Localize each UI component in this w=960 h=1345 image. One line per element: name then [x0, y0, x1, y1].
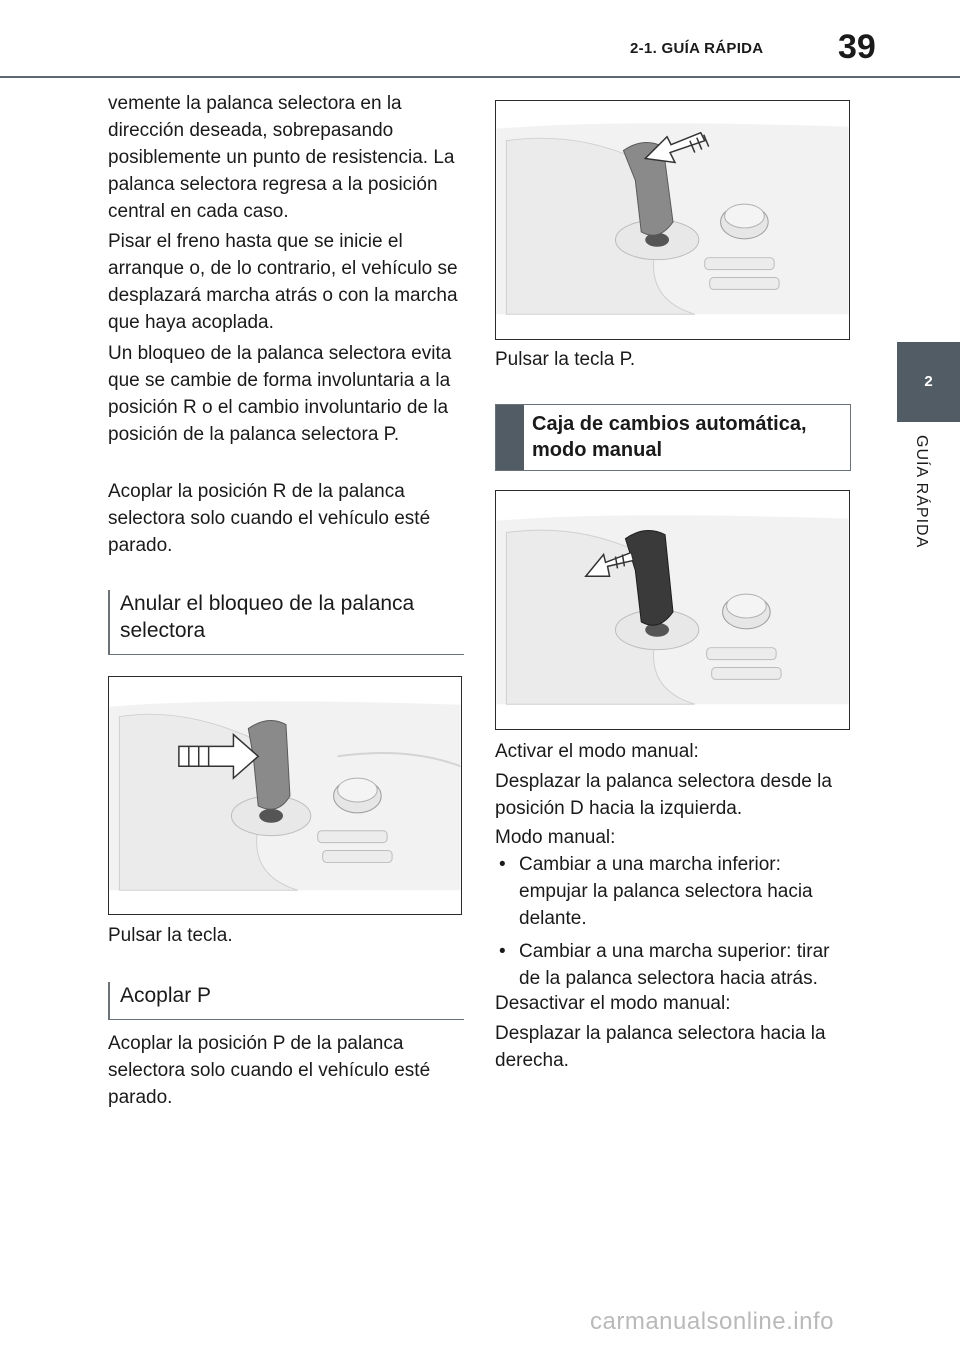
chapter-tab: 2	[897, 342, 960, 422]
caption-press-p: Pulsar la tecla P.	[495, 349, 636, 370]
bullet-upshift: • Cambiar a una marcha superior: tirar de la palanca selectora hacia atrás.	[495, 938, 850, 992]
heading-unlock-lever	[108, 590, 464, 655]
paragraph-lock: Un bloqueo de la palanca selectora evita que se cambie de forma involuntaria a la posición R o el cambio involuntario de la posición de la palanca selectora P.	[108, 343, 452, 445]
heading-accent-bar	[496, 405, 524, 470]
text-deactivate-manual: Desplazar la palanca selectora hacia la derecha.	[495, 1023, 826, 1071]
heading-unlock-lever-text: Anular el bloqueo de la palanca selectora	[120, 592, 415, 642]
running-header: 2-1. GUÍA RÁPIDA	[630, 40, 764, 57]
gear-lever-illustration	[496, 101, 849, 339]
gear-lever-illustration	[496, 491, 849, 729]
paragraph-engage-p: Acoplar la posición P de la palanca selectora solo cuando el vehículo esté parado.	[108, 1033, 431, 1108]
text-activate-manual: Desplazar la palanca selectora desde la posición D hacia la izquierda.	[495, 771, 832, 819]
header-divider	[0, 76, 960, 78]
gear-lever-illustration	[109, 677, 461, 914]
label-deactivate-manual: Desactivar el modo manual:	[495, 993, 731, 1014]
heading-engage-p-text: Acoplar P	[120, 984, 212, 1007]
caption-press-button: Pulsar la tecla.	[108, 925, 233, 946]
paragraph-engage-r: Acoplar la posición R de la palanca selectora solo cuando el vehículo esté parado.	[108, 481, 431, 556]
figure-unlock-button	[108, 676, 462, 915]
label-activate-manual: Activar el modo manual:	[495, 741, 699, 762]
heading-manual-mode-text: Caja de cambios automática, modo manual	[532, 413, 807, 461]
page-number: 39	[838, 28, 876, 66]
heading-manual-mode	[495, 404, 851, 471]
chapter-side-label: GUÍA RÁPIDA	[913, 435, 930, 549]
paragraph-lever-direction: vemente la palanca selectora en la dirección deseada, sobrepasando posiblemente un punto de resistencia. La palanca selectora regresa a la posición central en cada caso.	[108, 93, 455, 222]
paragraph-brake: Pisar el freno hasta que se inicie el arranque o, de lo contrario, el vehículo se desplazará marcha atrás o con la marcha que haya acoplada.	[108, 231, 458, 333]
heading-engage-p	[108, 982, 464, 1020]
manual-mode-bullets	[495, 851, 850, 998]
figure-manual-mode	[495, 490, 850, 730]
figure-p-button	[495, 100, 850, 340]
bullet-downshift: • Cambiar a una marcha inferior: empujar la palanca selectora hacia delante.	[495, 851, 850, 932]
label-manual-mode: Modo manual:	[495, 827, 616, 848]
watermark: carmanualsonline.info	[590, 1308, 834, 1335]
